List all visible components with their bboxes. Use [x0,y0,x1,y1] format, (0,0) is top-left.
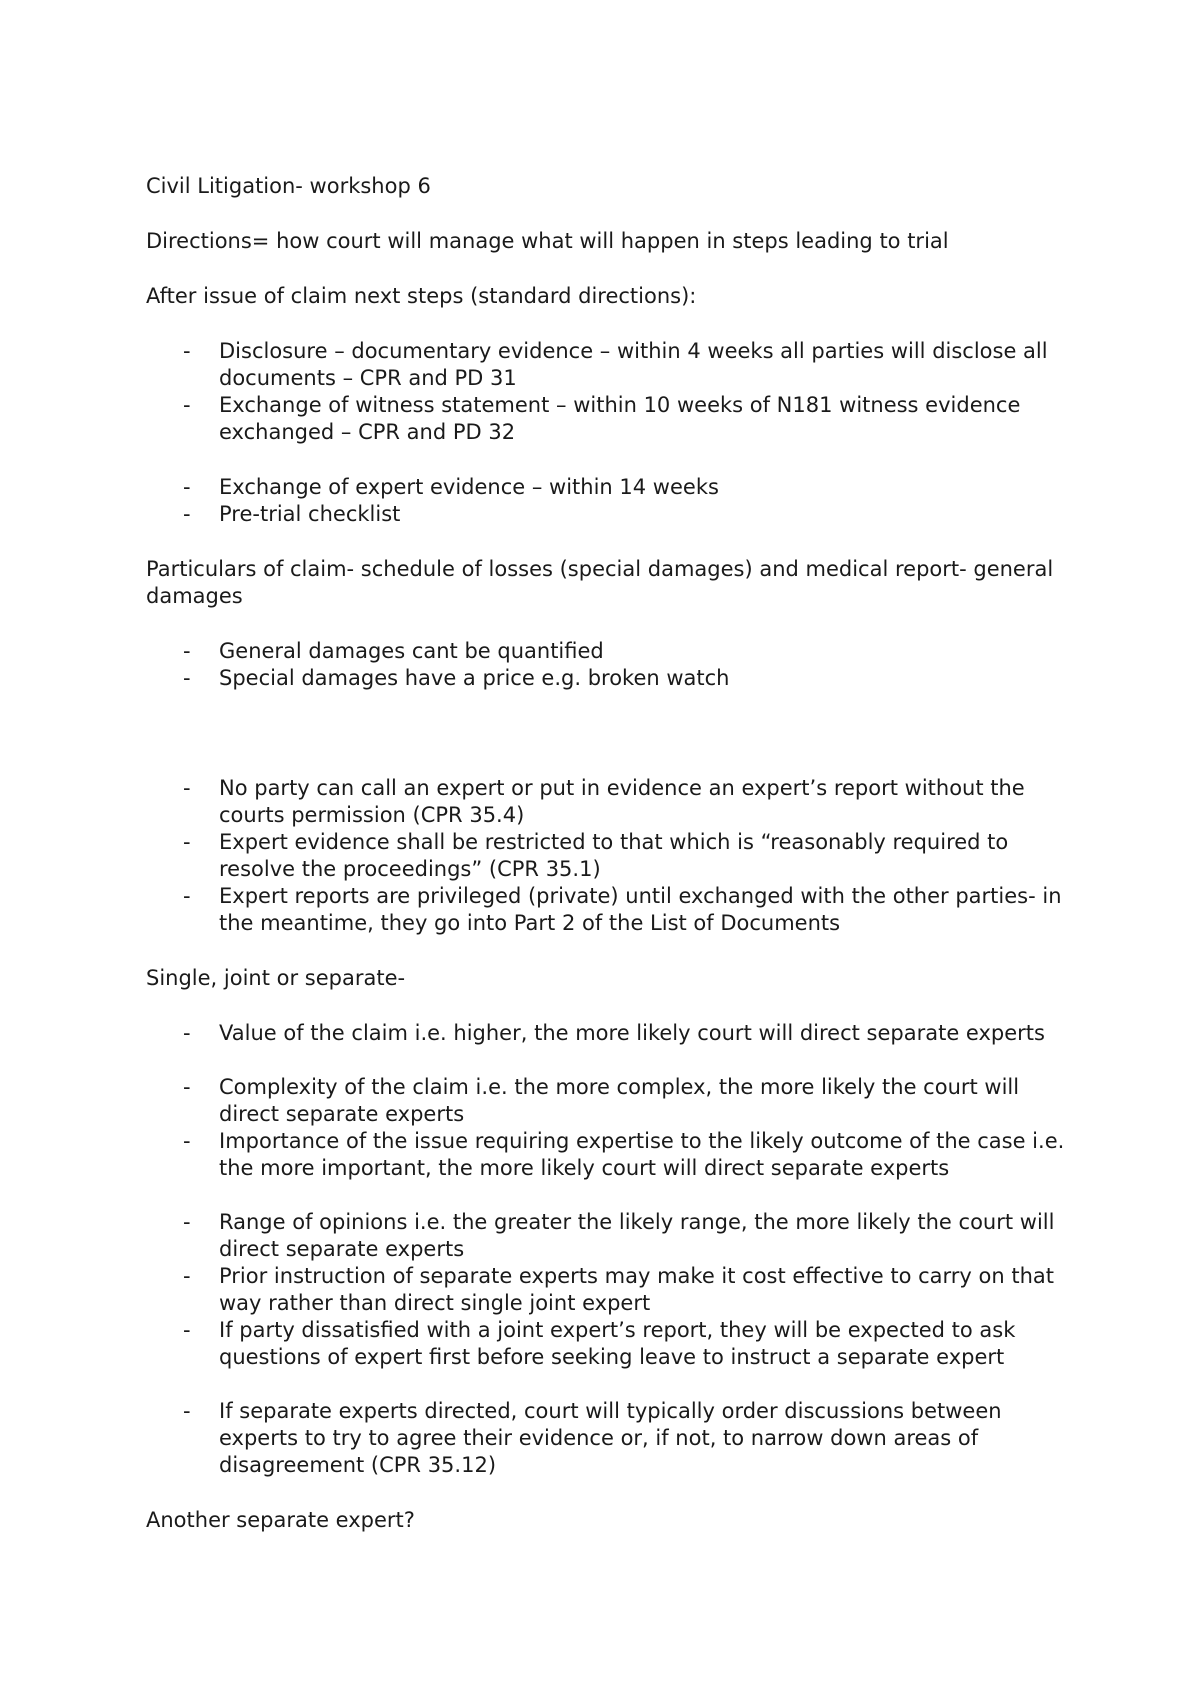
single-joint-heading: Single, joint or separate- [146,966,406,990]
list-item-text: Disclosure – documentary evidence – within 4 weeks all parties will disclose all documents – CPR and PD 31 [219,339,1048,390]
directions-definition: Directions= how court will manage what will happen in steps leading to trial [146,229,949,253]
bullet-dash: - [183,475,191,499]
list-item-text: Complexity of the claim i.e. the more complex, the more likely the court will direct separate experts [219,1075,1020,1126]
list-item-text: If separate experts directed, court will typically order discussions between experts to try to agree their evidence or, if not, to narrow down areas of disagreement (CPR 35.12) [219,1399,1002,1477]
bullet-dash: - [183,339,191,363]
list-item-text: Range of opinions i.e. the greater the likely range, the more likely the court will direct separate experts [219,1210,1055,1261]
bullet-dash: - [183,830,191,854]
another-expert-heading: Another separate expert? [146,1508,415,1532]
list-item-text: No party can call an expert or put in evidence an expert’s report without the courts permission (CPR 35.4) [219,776,1025,827]
bullet-dash: - [183,1075,191,1099]
bullet-dash: - [183,884,191,908]
bullet-dash: - [183,1129,191,1153]
list-item-text: Pre-trial checklist [219,502,401,526]
bullet-dash: - [183,1318,191,1342]
document-title: Civil Litigation- workshop 6 [146,174,431,198]
list-item-text: Special damages have a price e.g. broken watch [219,666,730,690]
bullet-dash: - [183,776,191,800]
bullet-dash: - [183,393,191,417]
bullet-dash: - [183,666,191,690]
bullet-dash: - [183,1210,191,1234]
bullet-dash: - [183,1021,191,1045]
after-issue-heading: After issue of claim next steps (standard directions): [146,284,697,308]
list-item-text: Expert evidence shall be restricted to that which is “reasonably required to resolve the proceedings” (CPR 35.1) [219,830,1009,881]
list-item-text: Exchange of expert evidence – within 14 weeks [219,475,719,499]
bullet-dash: - [183,1399,191,1423]
list-item-text: General damages cant be quantified [219,639,604,663]
bullet-dash: - [183,1264,191,1288]
list-item-text: Value of the claim i.e. higher, the more likely court will direct separate experts [219,1021,1045,1045]
list-item-text: If party dissatisfied with a joint expert’s report, they will be expected to ask questions of expert first before seeking leave to instruct a separate expert [219,1318,1016,1369]
bullet-dash: - [183,639,191,663]
list-item-text: Prior instruction of separate experts may make it cost effective to carry on that way rather than direct single joint expert [219,1264,1054,1315]
particulars-heading: Particulars of claim- schedule of losses (special damages) and medical report- general damages [146,557,1054,608]
bullet-dash: - [183,502,191,526]
list-item-text: Importance of the issue requiring expertise to the likely outcome of the case i.e. the more important, the more likely court will direct separate experts [219,1129,1065,1180]
list-item-text: Exchange of witness statement – within 10 weeks of N181 witness evidence exchanged – CPR and PD 32 [219,393,1021,444]
list-item-text: Expert reports are privileged (private) until exchanged with the other parties- in the meantime, they go into Part 2 of the List of Documents [219,884,1062,935]
